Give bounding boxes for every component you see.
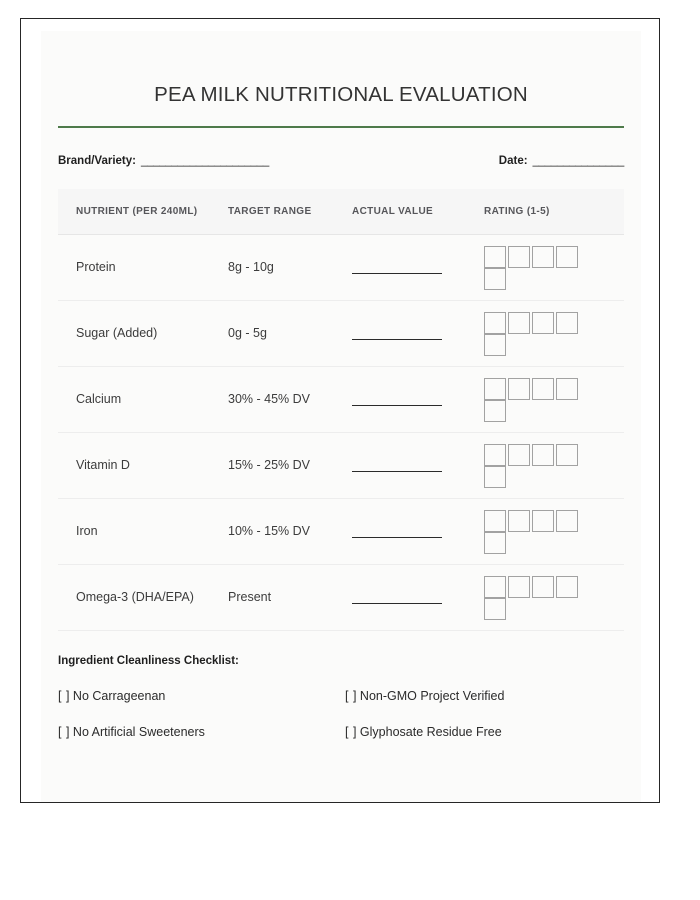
rating-checkbox-2[interactable] xyxy=(508,510,530,532)
rating-checkbox-1[interactable] xyxy=(484,510,506,532)
actual-value-input-blank[interactable] xyxy=(352,262,442,274)
rating-checkbox-1[interactable] xyxy=(484,246,506,268)
cell-target-range: 0g - 5g xyxy=(228,301,352,367)
rating-checkbox-3[interactable] xyxy=(532,312,554,334)
table-row xyxy=(58,499,624,565)
rating-checkbox-2[interactable] xyxy=(508,312,530,334)
page-frame xyxy=(20,18,660,803)
cell-rating xyxy=(484,367,624,433)
checklist-title: Ingredient Cleanliness Checklist: xyxy=(58,655,239,668)
cell-nutrient-name: Iron xyxy=(58,499,228,565)
cell-nutrient-name: Calcium xyxy=(58,367,228,433)
actual-value-input-blank[interactable] xyxy=(352,394,442,406)
table-row xyxy=(58,433,624,499)
rating-checkbox-3[interactable] xyxy=(532,444,554,466)
cell-rating xyxy=(484,433,624,499)
rating-checkbox-group xyxy=(484,510,582,554)
cell-nutrient-name: Sugar (Added) xyxy=(58,301,228,367)
actual-value-input-blank[interactable] xyxy=(352,328,442,340)
rating-checkbox-5[interactable] xyxy=(484,268,506,290)
rating-checkbox-group xyxy=(484,312,582,356)
rating-checkbox-3[interactable] xyxy=(532,576,554,598)
checklist-item-label: Non-GMO Project Verified xyxy=(359,689,505,704)
checklist-item[interactable] xyxy=(58,689,345,703)
actual-value-input-blank[interactable] xyxy=(352,526,442,538)
actual-value-input-blank[interactable] xyxy=(352,460,442,472)
table-row xyxy=(58,301,624,367)
column-header-actual-value: ACTUAL VALUE xyxy=(352,189,484,235)
page-title: PEA MILK NUTRITIONAL EVALUATION xyxy=(154,83,528,106)
column-header-nutrient: NUTRIENT (PER 240ML) xyxy=(58,189,228,235)
rating-checkbox-1[interactable] xyxy=(484,312,506,334)
cell-actual-value[interactable] xyxy=(352,499,484,565)
checklist-item-label: No Carrageenan xyxy=(72,689,166,704)
date-input-blank[interactable]: _______________ xyxy=(532,154,624,167)
cell-actual-value[interactable] xyxy=(352,301,484,367)
rating-checkbox-group xyxy=(484,576,582,620)
checklist-checkbox-icon[interactable]: [ ] xyxy=(345,725,357,740)
checklist-item[interactable] xyxy=(345,725,624,739)
checklist-item-label: No Artificial Sweeteners xyxy=(72,725,205,740)
checklist-checkbox-icon[interactable]: [ ] xyxy=(345,689,357,704)
rating-checkbox-5[interactable] xyxy=(484,400,506,422)
table-row xyxy=(58,235,624,301)
rating-checkbox-4[interactable] xyxy=(556,246,578,268)
rating-checkbox-group xyxy=(484,378,582,422)
rating-checkbox-3[interactable] xyxy=(532,378,554,400)
checklist-item-label: Glyphosate Residue Free xyxy=(359,725,502,740)
rating-checkbox-3[interactable] xyxy=(532,246,554,268)
date-field[interactable] xyxy=(499,155,624,167)
rating-checkbox-group xyxy=(484,444,582,488)
ingredient-cleanliness-checklist xyxy=(58,655,624,739)
rating-checkbox-5[interactable] xyxy=(484,598,506,620)
title-divider xyxy=(58,126,624,128)
rating-checkbox-2[interactable] xyxy=(508,576,530,598)
nutrient-evaluation-table xyxy=(58,189,624,632)
column-header-rating: RATING (1-5) xyxy=(484,189,624,235)
checklist-grid xyxy=(58,689,624,739)
rating-checkbox-5[interactable] xyxy=(484,466,506,488)
cell-nutrient-name: Omega-3 (DHA/EPA) xyxy=(58,565,228,631)
rating-checkbox-group xyxy=(484,246,582,290)
cell-actual-value[interactable] xyxy=(352,433,484,499)
checklist-item[interactable] xyxy=(58,725,345,739)
cell-actual-value[interactable] xyxy=(352,367,484,433)
date-label: Date: xyxy=(498,154,528,167)
cell-target-range: 10% - 15% DV xyxy=(228,499,352,565)
meta-row xyxy=(58,155,624,167)
cell-rating xyxy=(484,235,624,301)
cell-rating xyxy=(484,499,624,565)
document-panel xyxy=(41,31,641,803)
brand-variety-label: Brand/Variety: xyxy=(58,154,136,167)
table-body xyxy=(58,235,624,631)
rating-checkbox-1[interactable] xyxy=(484,576,506,598)
cell-rating xyxy=(484,301,624,367)
rating-checkbox-2[interactable] xyxy=(508,378,530,400)
rating-checkbox-4[interactable] xyxy=(556,378,578,400)
brand-variety-input-blank[interactable]: _____________________ xyxy=(140,154,269,167)
actual-value-input-blank[interactable] xyxy=(352,592,442,604)
rating-checkbox-1[interactable] xyxy=(484,444,506,466)
rating-checkbox-5[interactable] xyxy=(484,334,506,356)
rating-checkbox-3[interactable] xyxy=(532,510,554,532)
checklist-item[interactable] xyxy=(345,689,624,703)
cell-target-range: 15% - 25% DV xyxy=(228,433,352,499)
cell-target-range: 8g - 10g xyxy=(228,235,352,301)
cell-target-range: Present xyxy=(228,565,352,631)
rating-checkbox-4[interactable] xyxy=(556,510,578,532)
cell-rating xyxy=(484,565,624,631)
cell-target-range: 30% - 45% DV xyxy=(228,367,352,433)
rating-checkbox-5[interactable] xyxy=(484,532,506,554)
rating-checkbox-2[interactable] xyxy=(508,246,530,268)
rating-checkbox-1[interactable] xyxy=(484,378,506,400)
table-header-row xyxy=(58,189,624,235)
checklist-checkbox-icon[interactable]: [ ] xyxy=(58,725,70,740)
cell-nutrient-name: Vitamin D xyxy=(58,433,228,499)
column-header-target-range: TARGET RANGE xyxy=(228,189,352,235)
checklist-checkbox-icon[interactable]: [ ] xyxy=(58,689,70,704)
cell-nutrient-name: Protein xyxy=(58,235,228,301)
rating-checkbox-4[interactable] xyxy=(556,444,578,466)
cell-actual-value[interactable] xyxy=(352,235,484,301)
table-row xyxy=(58,565,624,631)
cell-actual-value[interactable] xyxy=(352,565,484,631)
table-header xyxy=(58,189,624,235)
rating-checkbox-4[interactable] xyxy=(556,576,578,598)
rating-checkbox-4[interactable] xyxy=(556,312,578,334)
table-row xyxy=(58,367,624,433)
brand-variety-field[interactable] xyxy=(58,155,269,167)
rating-checkbox-2[interactable] xyxy=(508,444,530,466)
